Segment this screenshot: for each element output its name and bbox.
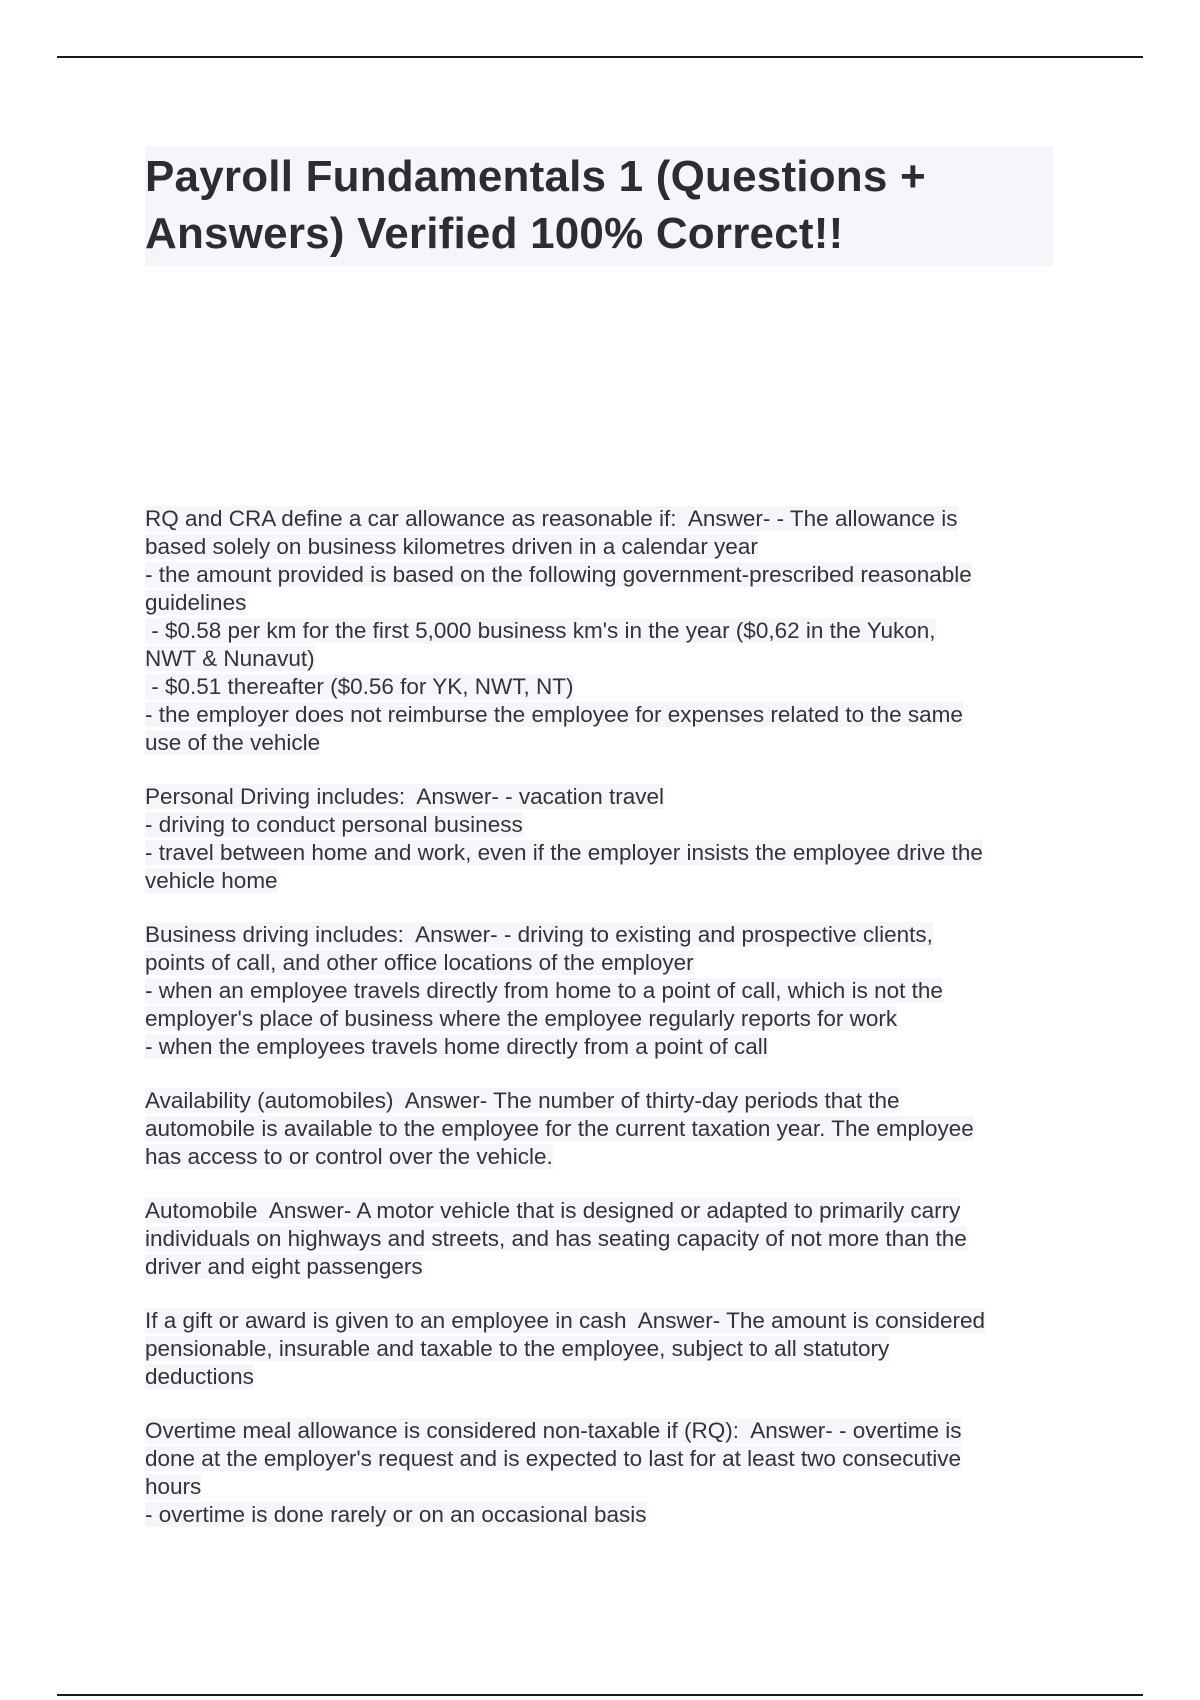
entry-line: deductions (145, 1364, 254, 1389)
qa-entry (145, 1087, 1070, 1171)
entry-line: - the amount provided is based on the following government-prescribed reasonable (145, 562, 972, 587)
entry-line: - travel between home and work, even if the employer insists the employee drive the (145, 840, 983, 865)
qa-entry (145, 1417, 1070, 1529)
document-title-block (145, 146, 1053, 266)
entry-line: use of the vehicle (145, 730, 321, 755)
entry-line: RQ and CRA define a car allowance as reasonable if: Answer- - The allowance is (145, 506, 958, 531)
header-rule (57, 56, 1143, 58)
entry-line: pensionable, insurable and taxable to the employee, subject to all statutory (145, 1336, 890, 1361)
entry-line: Business driving includes: Answer- - driving to existing and prospective clients, (145, 922, 933, 947)
entry-line: driver and eight passengers (145, 1254, 423, 1279)
entry-line: based solely on business kilometres driven in a calendar year (145, 534, 758, 559)
entry-line: - when the employees travels home directly from a point of call (145, 1034, 768, 1059)
qa-list (145, 505, 1070, 1555)
qa-entry (145, 1307, 1070, 1391)
entry-line: Overtime meal allowance is considered non-taxable if (RQ): Answer- - overtime is (145, 1418, 962, 1443)
entry-line: If a gift or award is given to an employee in cash Answer- The amount is considered (145, 1308, 986, 1333)
qa-entry (145, 921, 1070, 1061)
title-line: Payroll Fundamentals 1 (Questions + (145, 152, 926, 201)
entry-line: - driving to conduct personal business (145, 812, 523, 837)
title-line: Answers) Verified 100% Correct!! (145, 209, 844, 258)
entry-line: automobile is available to the employee for the current taxation year. The employee (145, 1116, 974, 1141)
qa-entry (145, 1197, 1070, 1281)
entry-line: done at the employer's request and is expected to last for at least two consecutive (145, 1446, 962, 1471)
qa-entry (145, 783, 1070, 895)
entry-line: has access to or control over the vehicle. (145, 1144, 553, 1169)
entry-line: - when an employee travels directly from home to a point of call, which is not the (145, 978, 943, 1003)
footer-rule (57, 1694, 1143, 1696)
entry-line: - $0.51 thereafter ($0.56 for YK, NWT, NT) (145, 674, 574, 699)
entry-line: Availability (automobiles) Answer- The number of thirty-day periods that the (145, 1088, 900, 1113)
entry-line: - overtime is done rarely or on an occasional basis (145, 1502, 647, 1527)
entry-line: - $0.58 per km for the first 5,000 business km's in the year ($0,62 in the Yukon, (145, 618, 936, 643)
document-title (145, 148, 1053, 262)
entry-line: NWT & Nunavut) (145, 646, 315, 671)
entry-line: vehicle home (145, 868, 278, 893)
entry-line: individuals on highways and streets, and has seating capacity of not more than the (145, 1226, 967, 1251)
entry-line: points of call, and other office locations of the employer (145, 950, 694, 975)
entry-line: Automobile Answer- A motor vehicle that is designed or adapted to primarily carry (145, 1198, 961, 1223)
qa-entry (145, 505, 1070, 757)
entry-line: - the employer does not reimburse the employee for expenses related to the same (145, 702, 963, 727)
entry-line: Personal Driving includes: Answer- - vacation travel (145, 784, 664, 809)
entry-line: guidelines (145, 590, 247, 615)
entry-line: hours (145, 1474, 202, 1499)
entry-line: employer's place of business where the employee regularly reports for work (145, 1006, 898, 1031)
